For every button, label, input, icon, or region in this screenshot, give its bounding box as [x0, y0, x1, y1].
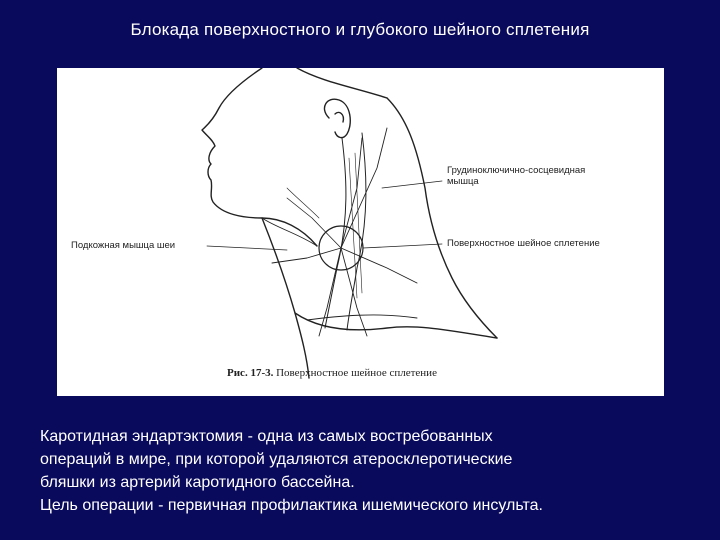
body-text	[40, 425, 700, 517]
label-platysma: Подкожная мышца шеи	[71, 240, 176, 251]
caption-text: Поверхностное шейное сплетение	[276, 367, 437, 379]
figure-caption	[227, 367, 527, 379]
body-line-1: Каротидная эндартэктомия - одна из самых востребованных	[40, 428, 493, 445]
anatomy-figure	[57, 68, 664, 396]
neck-illustration	[57, 68, 664, 396]
caption-number: Рис. 17-3.	[227, 367, 274, 379]
label-scm	[447, 165, 647, 187]
body-line-3: бляшки из артерий каротидного бассейна.	[40, 474, 355, 491]
label-superficial-plexus: Поверхностное шейное сплетение	[447, 238, 600, 249]
body-line-4: Цель операции - первичная профилактика ишемического инсульта.	[40, 497, 543, 514]
body-line-2: операций в мире, при которой удаляются атеросклеротические	[40, 451, 513, 468]
slide-title: Блокада поверхностного и глубокого шейного сплетения	[130, 20, 590, 39]
label-scm-line1: Грудиноключично-сосцевидная	[447, 165, 586, 176]
label-scm-line2: мышца	[447, 176, 479, 187]
